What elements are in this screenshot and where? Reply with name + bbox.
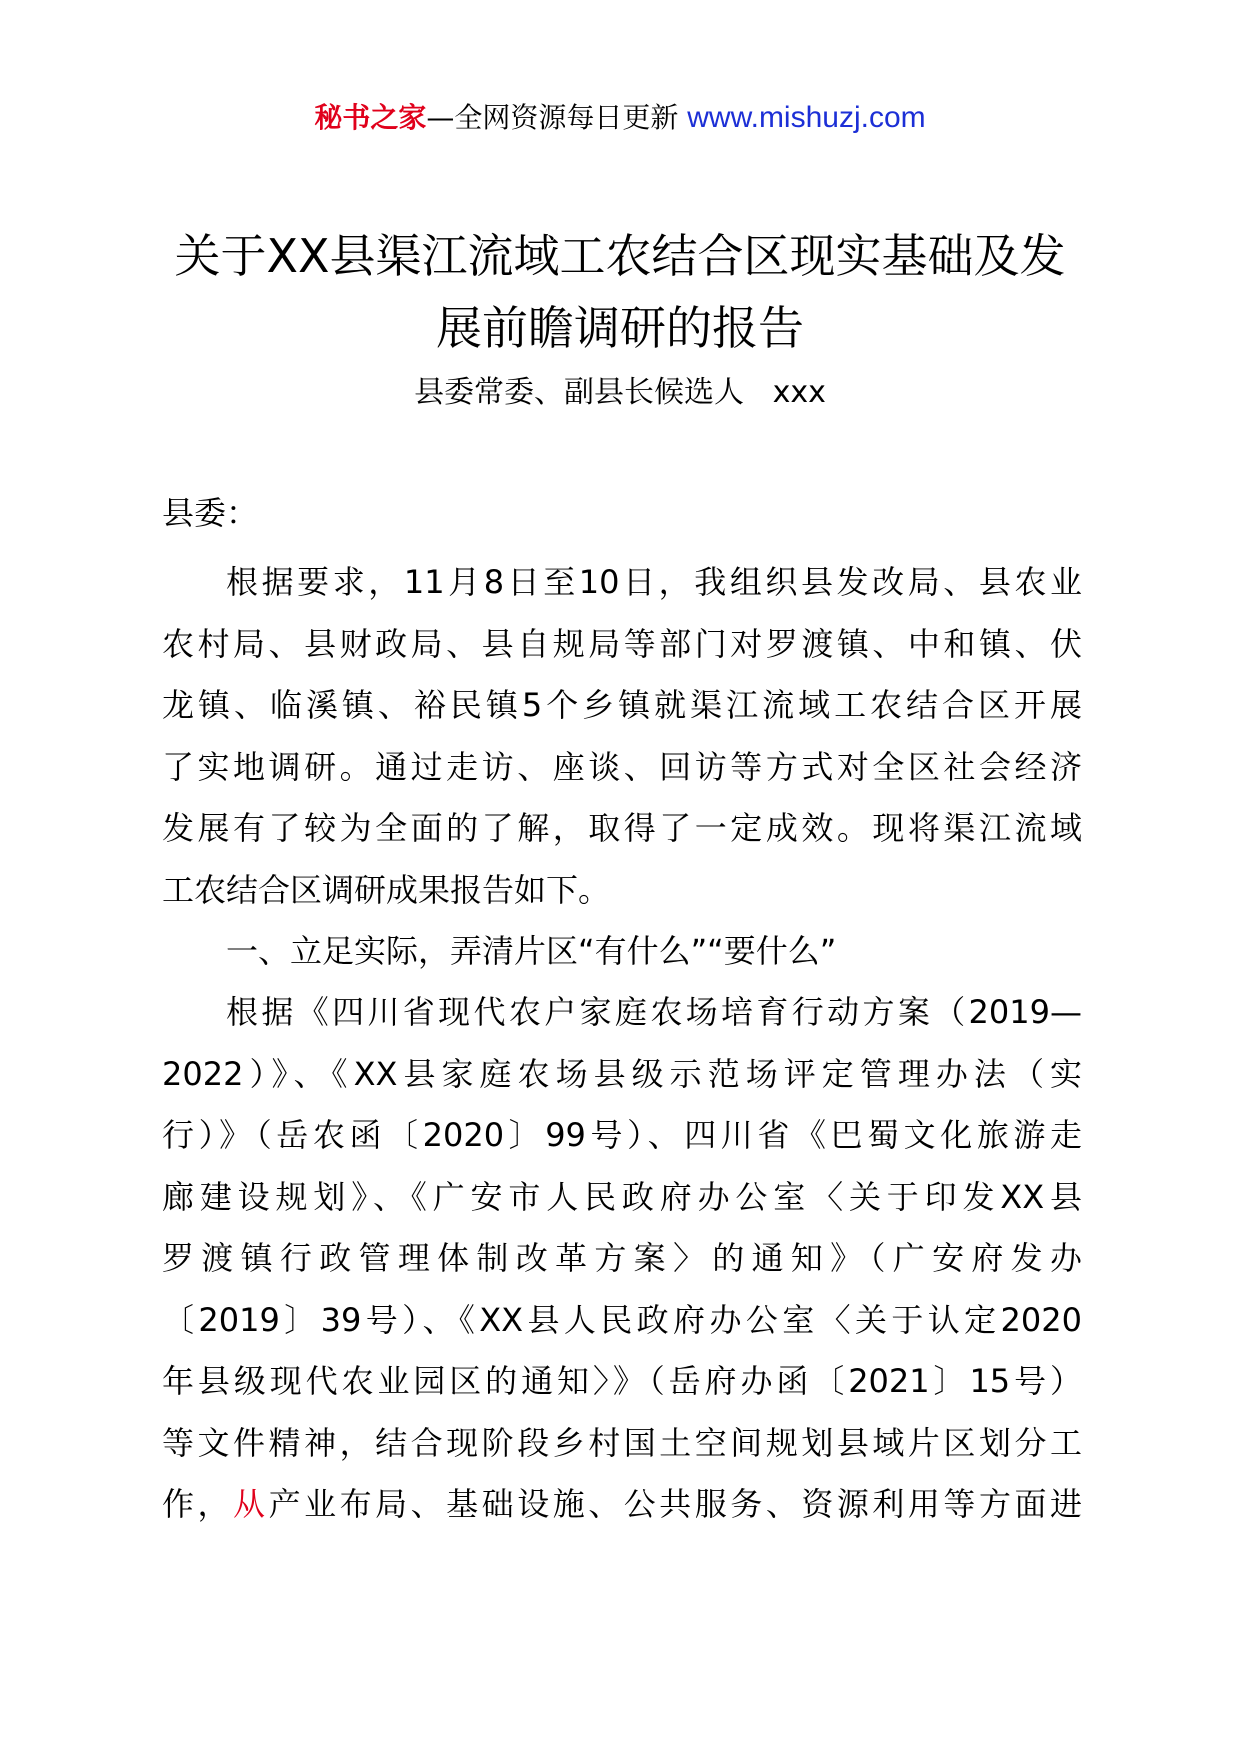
paragraph-line: 发展有了较为全面的了解，取得了一定成效。现将渠江流域 [162,809,1082,847]
paragraph-line: 〔2019〕39号）、《XX县人民政府办公室〈关于认定2020 [162,1300,1082,1339]
paragraph-line: 根据《四川省现代农户家庭农场培育行动方案（2019— [226,993,1082,1031]
intro-paragraph [162,552,1082,921]
paragraph-line: 龙镇、临溪镇、裕民镇5个乡镇就渠江流域工农结合区开展 [162,686,1082,724]
document-title [160,220,1080,364]
policy-basis-paragraph [162,982,1082,1536]
paragraph-line: 廊建设规划》、《广安市人民政府办公室〈关于印发XX县 [162,1177,1082,1216]
paragraph-line: 根据要求，11月8日至10日，我组织县发改局、县农业 [226,563,1082,601]
site-slogan: —全网资源每日更新 [426,101,688,134]
site-brand-name: 秘书之家 [314,101,427,134]
paragraph-line: 罗渡镇行政管理体制改革方案〉的通知》（广安府发办 [162,1239,1082,1277]
paragraph-line: 2022）》、《XX县家庭农场县级示范场评定管理办法（实 [162,1054,1082,1093]
paragraph-line: 年县级现代农业园区的通知〉》（岳府办函〔2021〕15号） [162,1362,1082,1400]
paragraph-line: 工农结合区调研成果报告如下。 [162,870,611,909]
paragraph-line: 了实地调研。通过走访、座谈、回访等方式对全区社会经济 [162,747,1082,786]
paragraph-line-final [162,1474,1082,1536]
paragraph-line: 行）》（岳农函〔2020〕99号）、四川省《巴蜀文化旅游走 [162,1116,1082,1154]
paragraph-line: 等文件精神，结合现阶段乡村国土空间规划县域片区划分工 [162,1423,1082,1462]
site-url-link[interactable]: www.mishuzj.com [687,101,926,134]
line-prefix: 作， [162,1485,234,1523]
document-title-line-2: 展前瞻调研的报告 [436,301,804,355]
site-banner [0,98,1240,138]
author-byline: 县委常委、副县长候选人 xxx [414,375,826,410]
paragraph-line: 农村局、县财政局、县自规局等部门对罗渡镇、中和镇、伏 [162,624,1082,663]
section-heading-text: 一、立足实际，弄清片区“有什么”“要什么” [226,932,837,970]
salutation: 县委： [162,494,259,532]
section-heading-1 [162,921,1082,983]
highlighted-character: 从 [233,1485,269,1523]
document-title-line-1: 关于XX县渠江流域工农结合区现实基础及发 [174,229,1066,283]
line-rest: 产业布局、基础设施、公共服务、资源利用等方面进 [268,1485,1082,1523]
